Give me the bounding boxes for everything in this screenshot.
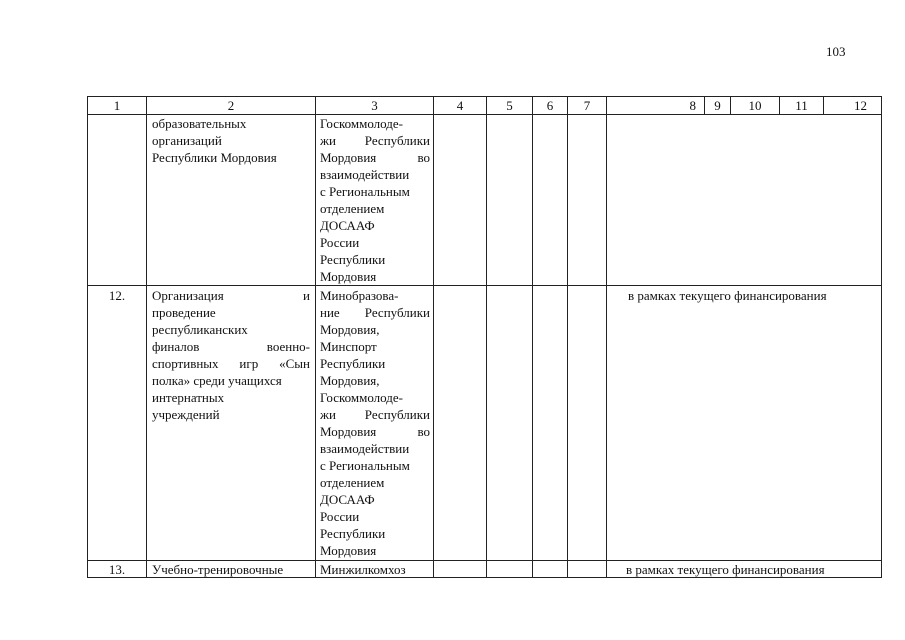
row13-activity xyxy=(152,561,312,578)
col-divider-5 xyxy=(532,96,533,578)
row1-executor-line: Мордовия во xyxy=(320,150,430,165)
row13-executor xyxy=(320,561,430,578)
header-cell-12: 12 xyxy=(854,98,867,113)
row12-executor-line: Республики xyxy=(320,356,386,371)
page-number: 103 xyxy=(826,44,846,59)
table-border-left xyxy=(87,96,88,578)
header-cell-5: 5 xyxy=(506,98,513,113)
row1-activity-line: образовательных xyxy=(152,116,247,131)
row12-executor-line: с Региональным xyxy=(320,458,410,473)
header-cell-7: 7 xyxy=(583,98,591,113)
row1-executor-line: Госкоммолоде- xyxy=(320,116,403,131)
row12-executor-line: Мордовия во xyxy=(320,424,430,439)
row12-executor-line: отделением xyxy=(320,475,385,490)
header-cell-1: 1 xyxy=(113,98,121,113)
row12-executor-line: России xyxy=(320,509,360,524)
col-divider-6 xyxy=(567,96,568,578)
row12-executor-line: ДОСААФ xyxy=(320,492,375,507)
row12-activity-line: учреждений xyxy=(152,407,220,422)
row12-executor-line: Минобразова- xyxy=(320,288,399,303)
col-divider-1 xyxy=(146,96,147,578)
header-cell-10: 10 xyxy=(748,98,762,113)
row12-activity-line: проведение xyxy=(152,305,216,320)
row12-executor-line: Минспорт xyxy=(320,339,377,354)
col-divider-3 xyxy=(433,96,434,578)
row1-executor xyxy=(320,115,430,285)
row1-executor-line: Республики xyxy=(320,252,386,267)
header-cell-8: 8 xyxy=(689,98,696,113)
row1-activity xyxy=(152,115,298,166)
row1-executor-line: Мордовия xyxy=(320,269,377,284)
header-cell-6: 6 xyxy=(546,98,554,113)
row12-executor-line: ние Республики xyxy=(320,305,430,320)
col-divider-7 xyxy=(606,96,607,578)
row1-executor-line: России xyxy=(320,235,360,250)
row12-activity-line: интернатных xyxy=(152,390,225,405)
row12-executor-line: Мордовия, xyxy=(320,322,380,337)
row1-executor-line: с Региональным xyxy=(320,184,410,199)
row1-executor-line: отделением xyxy=(320,201,385,216)
row-divider-1 xyxy=(87,285,882,286)
row1-activity-line: Республики Мордовия xyxy=(152,150,277,165)
row12-executor xyxy=(320,287,430,559)
row12-executor-line: жи Республики xyxy=(320,407,430,422)
header-cell-3: 3 xyxy=(371,98,378,113)
row1-executor-line: жи Республики xyxy=(320,133,430,148)
col-divider-2 xyxy=(315,96,316,578)
row12-activity-line: спортивных игр «Сын xyxy=(152,356,310,371)
header-cell-11: 11 xyxy=(795,98,808,113)
header-cell-4: 4 xyxy=(456,98,464,113)
row12-executor-line: Мордовия xyxy=(320,543,377,558)
row12-financing: в рамках текущего финансирования xyxy=(628,288,827,303)
col-divider-4 xyxy=(486,96,487,578)
row12-activity xyxy=(152,287,310,423)
row12-executor-line: Госкоммолоде- xyxy=(320,390,403,405)
row13-financing: в рамках текущего финансирования xyxy=(626,562,825,577)
row13-number: 13. xyxy=(108,562,126,577)
row12-executor-line: взаимодействии xyxy=(320,441,410,456)
row12-executor-line: Мордовия, xyxy=(320,373,380,388)
row12-executor-line: Республики xyxy=(320,526,386,541)
row12-activity-line: полка» среди учащихся xyxy=(152,373,282,388)
row1-executor-line: ДОСААФ xyxy=(320,218,375,233)
row12-number: 12. xyxy=(108,288,126,303)
row12-activity-line: республиканских xyxy=(152,322,248,337)
row1-activity-line: организаций xyxy=(152,133,222,148)
table-border-right xyxy=(881,96,882,578)
row12-activity-line: Организация и xyxy=(152,288,310,303)
header-cell-2: 2 xyxy=(227,98,235,113)
row1-executor-line: взаимодействии xyxy=(320,167,410,182)
row13-executor-line: Минжилкомхоз xyxy=(320,562,406,577)
row13-activity-line: Учебно-тренировочные xyxy=(152,562,284,577)
row12-activity-line: финалов военно- xyxy=(152,339,310,354)
header-cell-9: 9 xyxy=(714,98,721,113)
